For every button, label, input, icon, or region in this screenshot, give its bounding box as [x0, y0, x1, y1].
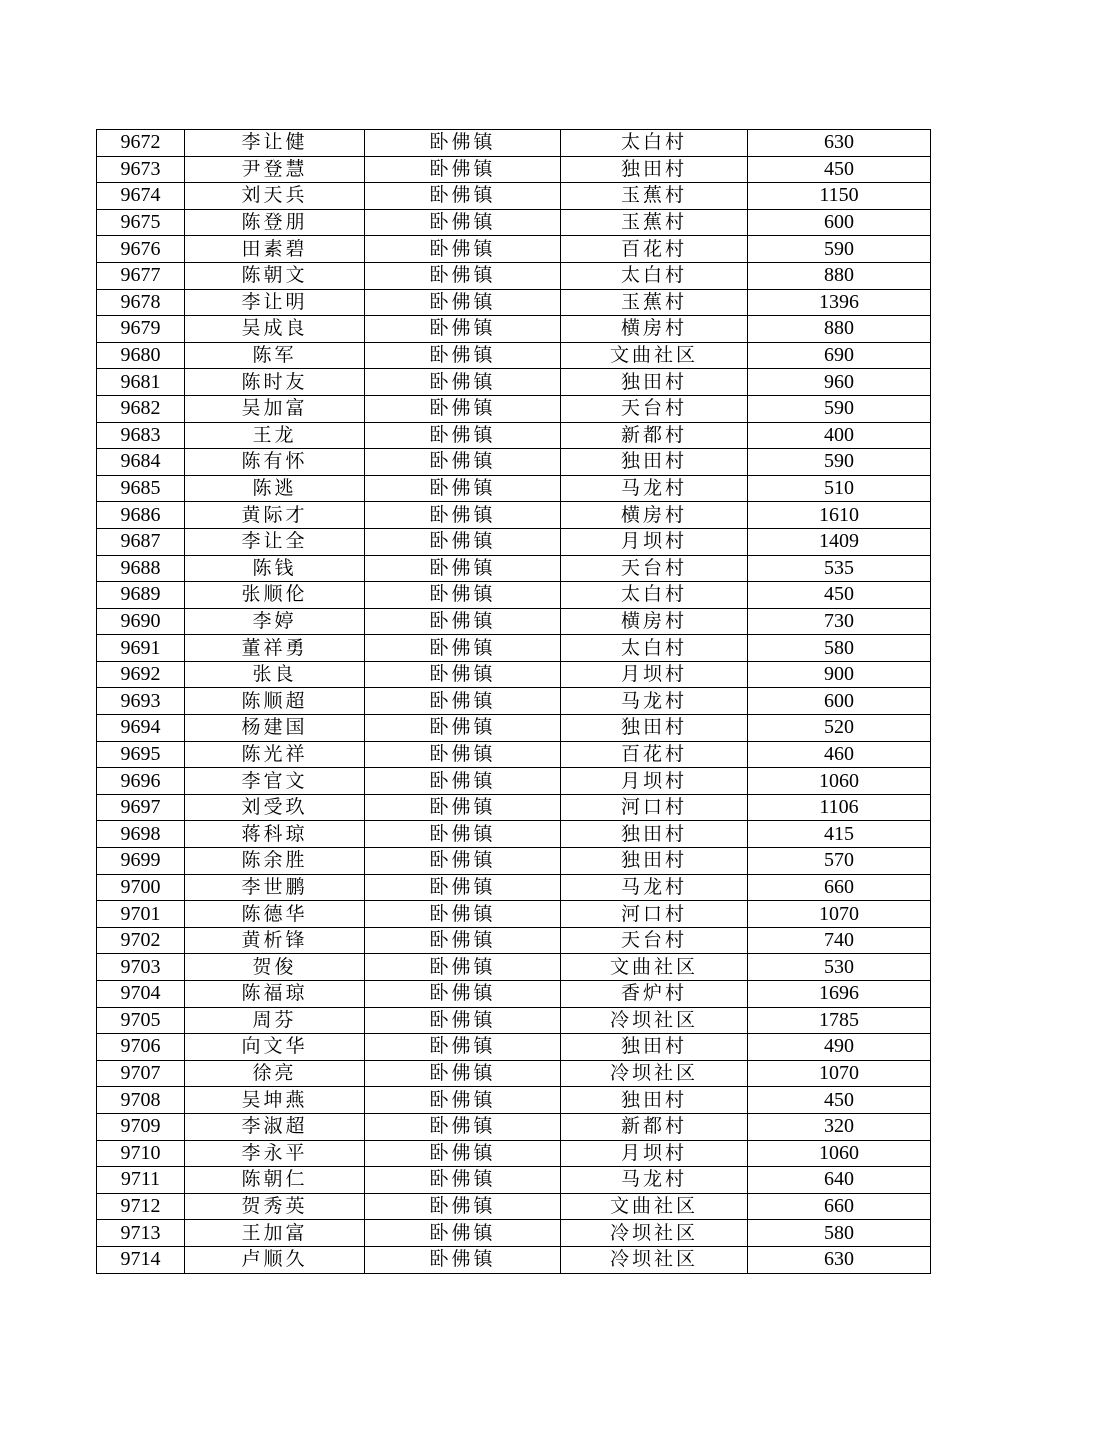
- table-row: [97, 741, 931, 768]
- amount-cell: 690: [748, 342, 931, 369]
- village-cell: 太白村: [561, 262, 748, 289]
- person-name-cell: 陈时友: [185, 369, 365, 396]
- town-cell: 卧佛镇: [365, 395, 561, 422]
- row-number-cell: 9685: [97, 475, 185, 502]
- row-number-cell: 9710: [97, 1140, 185, 1167]
- table-row: [97, 528, 931, 555]
- amount-cell: 1610: [748, 502, 931, 529]
- table-row: [97, 422, 931, 449]
- table-row: [97, 608, 931, 635]
- table-row: [97, 1087, 931, 1114]
- table-row: [97, 821, 931, 848]
- town-cell: 卧佛镇: [365, 661, 561, 688]
- table-row: [97, 768, 931, 795]
- amount-cell: 1396: [748, 289, 931, 316]
- person-name-cell: 贺秀英: [185, 1193, 365, 1220]
- village-cell: 玉蕉村: [561, 183, 748, 210]
- town-cell: 卧佛镇: [365, 688, 561, 715]
- amount-cell: 1060: [748, 1140, 931, 1167]
- row-number-cell: 9690: [97, 608, 185, 635]
- village-cell: 独田村: [561, 156, 748, 183]
- row-number-cell: 9694: [97, 715, 185, 742]
- row-number-cell: 9689: [97, 582, 185, 609]
- amount-cell: 590: [748, 449, 931, 476]
- person-name-cell: 陈朝仁: [185, 1167, 365, 1194]
- row-number-cell: 9703: [97, 954, 185, 981]
- village-cell: 太白村: [561, 130, 748, 157]
- amount-cell: 1060: [748, 768, 931, 795]
- amount-cell: 900: [748, 661, 931, 688]
- table-row: [97, 1246, 931, 1273]
- amount-cell: 880: [748, 262, 931, 289]
- town-cell: 卧佛镇: [365, 1087, 561, 1114]
- row-number-cell: 9700: [97, 874, 185, 901]
- row-number-cell: 9693: [97, 688, 185, 715]
- village-cell: 新都村: [561, 1113, 748, 1140]
- town-cell: 卧佛镇: [365, 236, 561, 263]
- village-cell: 独田村: [561, 848, 748, 875]
- village-cell: 马龙村: [561, 1167, 748, 1194]
- table-row: [97, 715, 931, 742]
- village-cell: 河口村: [561, 794, 748, 821]
- village-cell: 独田村: [561, 715, 748, 742]
- row-number-cell: 9692: [97, 661, 185, 688]
- row-number-cell: 9691: [97, 635, 185, 662]
- amount-cell: 660: [748, 1193, 931, 1220]
- town-cell: 卧佛镇: [365, 1246, 561, 1273]
- amount-cell: 960: [748, 369, 931, 396]
- person-name-cell: 陈顺超: [185, 688, 365, 715]
- row-number-cell: 9701: [97, 901, 185, 928]
- town-cell: 卧佛镇: [365, 1140, 561, 1167]
- person-name-cell: 蒋科琼: [185, 821, 365, 848]
- table-row: [97, 582, 931, 609]
- person-name-cell: 王加富: [185, 1220, 365, 1247]
- row-number-cell: 9695: [97, 741, 185, 768]
- amount-cell: 530: [748, 954, 931, 981]
- table-row: [97, 901, 931, 928]
- town-cell: 卧佛镇: [365, 130, 561, 157]
- row-number-cell: 9712: [97, 1193, 185, 1220]
- village-cell: 独田村: [561, 369, 748, 396]
- person-name-cell: 吴成良: [185, 316, 365, 343]
- town-cell: 卧佛镇: [365, 582, 561, 609]
- roster-table: [96, 129, 931, 1274]
- table-row: [97, 927, 931, 954]
- amount-cell: 450: [748, 156, 931, 183]
- town-cell: 卧佛镇: [365, 1220, 561, 1247]
- person-name-cell: 向文华: [185, 1034, 365, 1061]
- person-name-cell: 刘受玖: [185, 794, 365, 821]
- amount-cell: 490: [748, 1034, 931, 1061]
- town-cell: 卧佛镇: [365, 1193, 561, 1220]
- amount-cell: 590: [748, 395, 931, 422]
- village-cell: 冷坝社区: [561, 1060, 748, 1087]
- amount-cell: 600: [748, 688, 931, 715]
- town-cell: 卧佛镇: [365, 981, 561, 1008]
- table-row: [97, 1113, 931, 1140]
- table-row: [97, 874, 931, 901]
- town-cell: 卧佛镇: [365, 1060, 561, 1087]
- row-number-cell: 9708: [97, 1087, 185, 1114]
- village-cell: 独田村: [561, 821, 748, 848]
- table-row: [97, 1007, 931, 1034]
- row-number-cell: 9698: [97, 821, 185, 848]
- row-number-cell: 9682: [97, 395, 185, 422]
- table-row: [97, 236, 931, 263]
- person-name-cell: 陈逃: [185, 475, 365, 502]
- person-name-cell: 田素碧: [185, 236, 365, 263]
- village-cell: 独田村: [561, 1087, 748, 1114]
- person-name-cell: 黄析锋: [185, 927, 365, 954]
- town-cell: 卧佛镇: [365, 528, 561, 555]
- person-name-cell: 吴坤燕: [185, 1087, 365, 1114]
- table-row: [97, 954, 931, 981]
- village-cell: 马龙村: [561, 475, 748, 502]
- row-number-cell: 9687: [97, 528, 185, 555]
- row-number-cell: 9714: [97, 1246, 185, 1273]
- town-cell: 卧佛镇: [365, 342, 561, 369]
- amount-cell: 580: [748, 1220, 931, 1247]
- village-cell: 月坝村: [561, 1140, 748, 1167]
- table-row: [97, 848, 931, 875]
- amount-cell: 320: [748, 1113, 931, 1140]
- person-name-cell: 徐亮: [185, 1060, 365, 1087]
- town-cell: 卧佛镇: [365, 422, 561, 449]
- table-row: [97, 395, 931, 422]
- amount-cell: 450: [748, 1087, 931, 1114]
- person-name-cell: 张顺伦: [185, 582, 365, 609]
- row-number-cell: 9686: [97, 502, 185, 529]
- table-row: [97, 475, 931, 502]
- table-row: [97, 449, 931, 476]
- person-name-cell: 董祥勇: [185, 635, 365, 662]
- person-name-cell: 王龙: [185, 422, 365, 449]
- person-name-cell: 黄际才: [185, 502, 365, 529]
- village-cell: 天台村: [561, 395, 748, 422]
- village-cell: 月坝村: [561, 768, 748, 795]
- person-name-cell: 李世鹏: [185, 874, 365, 901]
- village-cell: 横房村: [561, 502, 748, 529]
- amount-cell: 510: [748, 475, 931, 502]
- amount-cell: 600: [748, 209, 931, 236]
- town-cell: 卧佛镇: [365, 768, 561, 795]
- table-row: [97, 688, 931, 715]
- table-row: [97, 289, 931, 316]
- person-name-cell: 张良: [185, 661, 365, 688]
- person-name-cell: 陈福琼: [185, 981, 365, 1008]
- town-cell: 卧佛镇: [365, 715, 561, 742]
- village-cell: 百花村: [561, 741, 748, 768]
- row-number-cell: 9684: [97, 449, 185, 476]
- row-number-cell: 9681: [97, 369, 185, 396]
- person-name-cell: 吴加富: [185, 395, 365, 422]
- row-number-cell: 9713: [97, 1220, 185, 1247]
- village-cell: 冷坝社区: [561, 1007, 748, 1034]
- table-row: [97, 316, 931, 343]
- village-cell: 天台村: [561, 555, 748, 582]
- amount-cell: 460: [748, 741, 931, 768]
- row-number-cell: 9702: [97, 927, 185, 954]
- amount-cell: 1106: [748, 794, 931, 821]
- row-number-cell: 9688: [97, 555, 185, 582]
- table-row: [97, 262, 931, 289]
- town-cell: 卧佛镇: [365, 502, 561, 529]
- table-row: [97, 183, 931, 210]
- table-row: [97, 661, 931, 688]
- village-cell: 文曲社区: [561, 954, 748, 981]
- amount-cell: 730: [748, 608, 931, 635]
- row-number-cell: 9673: [97, 156, 185, 183]
- village-cell: 百花村: [561, 236, 748, 263]
- row-number-cell: 9683: [97, 422, 185, 449]
- town-cell: 卧佛镇: [365, 209, 561, 236]
- person-name-cell: 李婷: [185, 608, 365, 635]
- person-name-cell: 陈有怀: [185, 449, 365, 476]
- town-cell: 卧佛镇: [365, 262, 561, 289]
- table-row: [97, 502, 931, 529]
- person-name-cell: 陈光祥: [185, 741, 365, 768]
- amount-cell: 590: [748, 236, 931, 263]
- person-name-cell: 李让健: [185, 130, 365, 157]
- town-cell: 卧佛镇: [365, 608, 561, 635]
- village-cell: 月坝村: [561, 528, 748, 555]
- row-number-cell: 9676: [97, 236, 185, 263]
- table-row: [97, 794, 931, 821]
- row-number-cell: 9675: [97, 209, 185, 236]
- row-number-cell: 9697: [97, 794, 185, 821]
- amount-cell: 535: [748, 555, 931, 582]
- village-cell: 独田村: [561, 449, 748, 476]
- table-row: [97, 209, 931, 236]
- person-name-cell: 陈登朋: [185, 209, 365, 236]
- town-cell: 卧佛镇: [365, 555, 561, 582]
- row-number-cell: 9678: [97, 289, 185, 316]
- row-number-cell: 9704: [97, 981, 185, 1008]
- row-number-cell: 9707: [97, 1060, 185, 1087]
- town-cell: 卧佛镇: [365, 475, 561, 502]
- amount-cell: 570: [748, 848, 931, 875]
- person-name-cell: 李官文: [185, 768, 365, 795]
- town-cell: 卧佛镇: [365, 183, 561, 210]
- town-cell: 卧佛镇: [365, 821, 561, 848]
- row-number-cell: 9705: [97, 1007, 185, 1034]
- row-number-cell: 9677: [97, 262, 185, 289]
- village-cell: 横房村: [561, 608, 748, 635]
- person-name-cell: 贺俊: [185, 954, 365, 981]
- person-name-cell: 李让明: [185, 289, 365, 316]
- town-cell: 卧佛镇: [365, 316, 561, 343]
- amount-cell: 880: [748, 316, 931, 343]
- row-number-cell: 9680: [97, 342, 185, 369]
- town-cell: 卧佛镇: [365, 1113, 561, 1140]
- village-cell: 文曲社区: [561, 1193, 748, 1220]
- row-number-cell: 9706: [97, 1034, 185, 1061]
- village-cell: 文曲社区: [561, 342, 748, 369]
- village-cell: 马龙村: [561, 688, 748, 715]
- amount-cell: 1070: [748, 1060, 931, 1087]
- table-row: [97, 130, 931, 157]
- village-cell: 太白村: [561, 635, 748, 662]
- table-row: [97, 1220, 931, 1247]
- village-cell: 新都村: [561, 422, 748, 449]
- town-cell: 卧佛镇: [365, 369, 561, 396]
- amount-cell: 660: [748, 874, 931, 901]
- village-cell: 玉蕉村: [561, 209, 748, 236]
- row-number-cell: 9679: [97, 316, 185, 343]
- village-cell: 横房村: [561, 316, 748, 343]
- town-cell: 卧佛镇: [365, 901, 561, 928]
- row-number-cell: 9711: [97, 1167, 185, 1194]
- village-cell: 冷坝社区: [561, 1246, 748, 1273]
- amount-cell: 1785: [748, 1007, 931, 1034]
- village-cell: 月坝村: [561, 661, 748, 688]
- town-cell: 卧佛镇: [365, 874, 561, 901]
- table-row: [97, 1034, 931, 1061]
- person-name-cell: 刘天兵: [185, 183, 365, 210]
- table-row: [97, 1167, 931, 1194]
- table-row: [97, 981, 931, 1008]
- village-cell: 太白村: [561, 582, 748, 609]
- town-cell: 卧佛镇: [365, 449, 561, 476]
- table-row: [97, 635, 931, 662]
- amount-cell: 520: [748, 715, 931, 742]
- roster-table-container: [96, 129, 931, 1274]
- person-name-cell: 陈军: [185, 342, 365, 369]
- town-cell: 卧佛镇: [365, 848, 561, 875]
- town-cell: 卧佛镇: [365, 1007, 561, 1034]
- person-name-cell: 杨建国: [185, 715, 365, 742]
- amount-cell: 1070: [748, 901, 931, 928]
- village-cell: 马龙村: [561, 874, 748, 901]
- table-row: [97, 1140, 931, 1167]
- town-cell: 卧佛镇: [365, 1034, 561, 1061]
- person-name-cell: 陈德华: [185, 901, 365, 928]
- amount-cell: 1150: [748, 183, 931, 210]
- row-number-cell: 9696: [97, 768, 185, 795]
- town-cell: 卧佛镇: [365, 635, 561, 662]
- row-number-cell: 9699: [97, 848, 185, 875]
- roster-table-body: [97, 130, 931, 1274]
- amount-cell: 630: [748, 130, 931, 157]
- amount-cell: 400: [748, 422, 931, 449]
- village-cell: 河口村: [561, 901, 748, 928]
- town-cell: 卧佛镇: [365, 794, 561, 821]
- village-cell: 冷坝社区: [561, 1220, 748, 1247]
- village-cell: 玉蕉村: [561, 289, 748, 316]
- town-cell: 卧佛镇: [365, 289, 561, 316]
- row-number-cell: 9709: [97, 1113, 185, 1140]
- village-cell: 独田村: [561, 1034, 748, 1061]
- person-name-cell: 陈朝文: [185, 262, 365, 289]
- town-cell: 卧佛镇: [365, 1167, 561, 1194]
- town-cell: 卧佛镇: [365, 156, 561, 183]
- person-name-cell: 李永平: [185, 1140, 365, 1167]
- person-name-cell: 李淑超: [185, 1113, 365, 1140]
- person-name-cell: 尹登慧: [185, 156, 365, 183]
- village-cell: 香炉村: [561, 981, 748, 1008]
- amount-cell: 450: [748, 582, 931, 609]
- amount-cell: 630: [748, 1246, 931, 1273]
- person-name-cell: 卢顺久: [185, 1246, 365, 1273]
- table-row: [97, 156, 931, 183]
- village-cell: 天台村: [561, 927, 748, 954]
- town-cell: 卧佛镇: [365, 954, 561, 981]
- person-name-cell: 陈余胜: [185, 848, 365, 875]
- town-cell: 卧佛镇: [365, 927, 561, 954]
- amount-cell: 1409: [748, 528, 931, 555]
- amount-cell: 1696: [748, 981, 931, 1008]
- amount-cell: 415: [748, 821, 931, 848]
- table-row: [97, 342, 931, 369]
- table-row: [97, 555, 931, 582]
- amount-cell: 580: [748, 635, 931, 662]
- amount-cell: 640: [748, 1167, 931, 1194]
- person-name-cell: 周芬: [185, 1007, 365, 1034]
- row-number-cell: 9672: [97, 130, 185, 157]
- table-row: [97, 369, 931, 396]
- amount-cell: 740: [748, 927, 931, 954]
- person-name-cell: 李让全: [185, 528, 365, 555]
- town-cell: 卧佛镇: [365, 741, 561, 768]
- person-name-cell: 陈钱: [185, 555, 365, 582]
- row-number-cell: 9674: [97, 183, 185, 210]
- table-row: [97, 1193, 931, 1220]
- table-row: [97, 1060, 931, 1087]
